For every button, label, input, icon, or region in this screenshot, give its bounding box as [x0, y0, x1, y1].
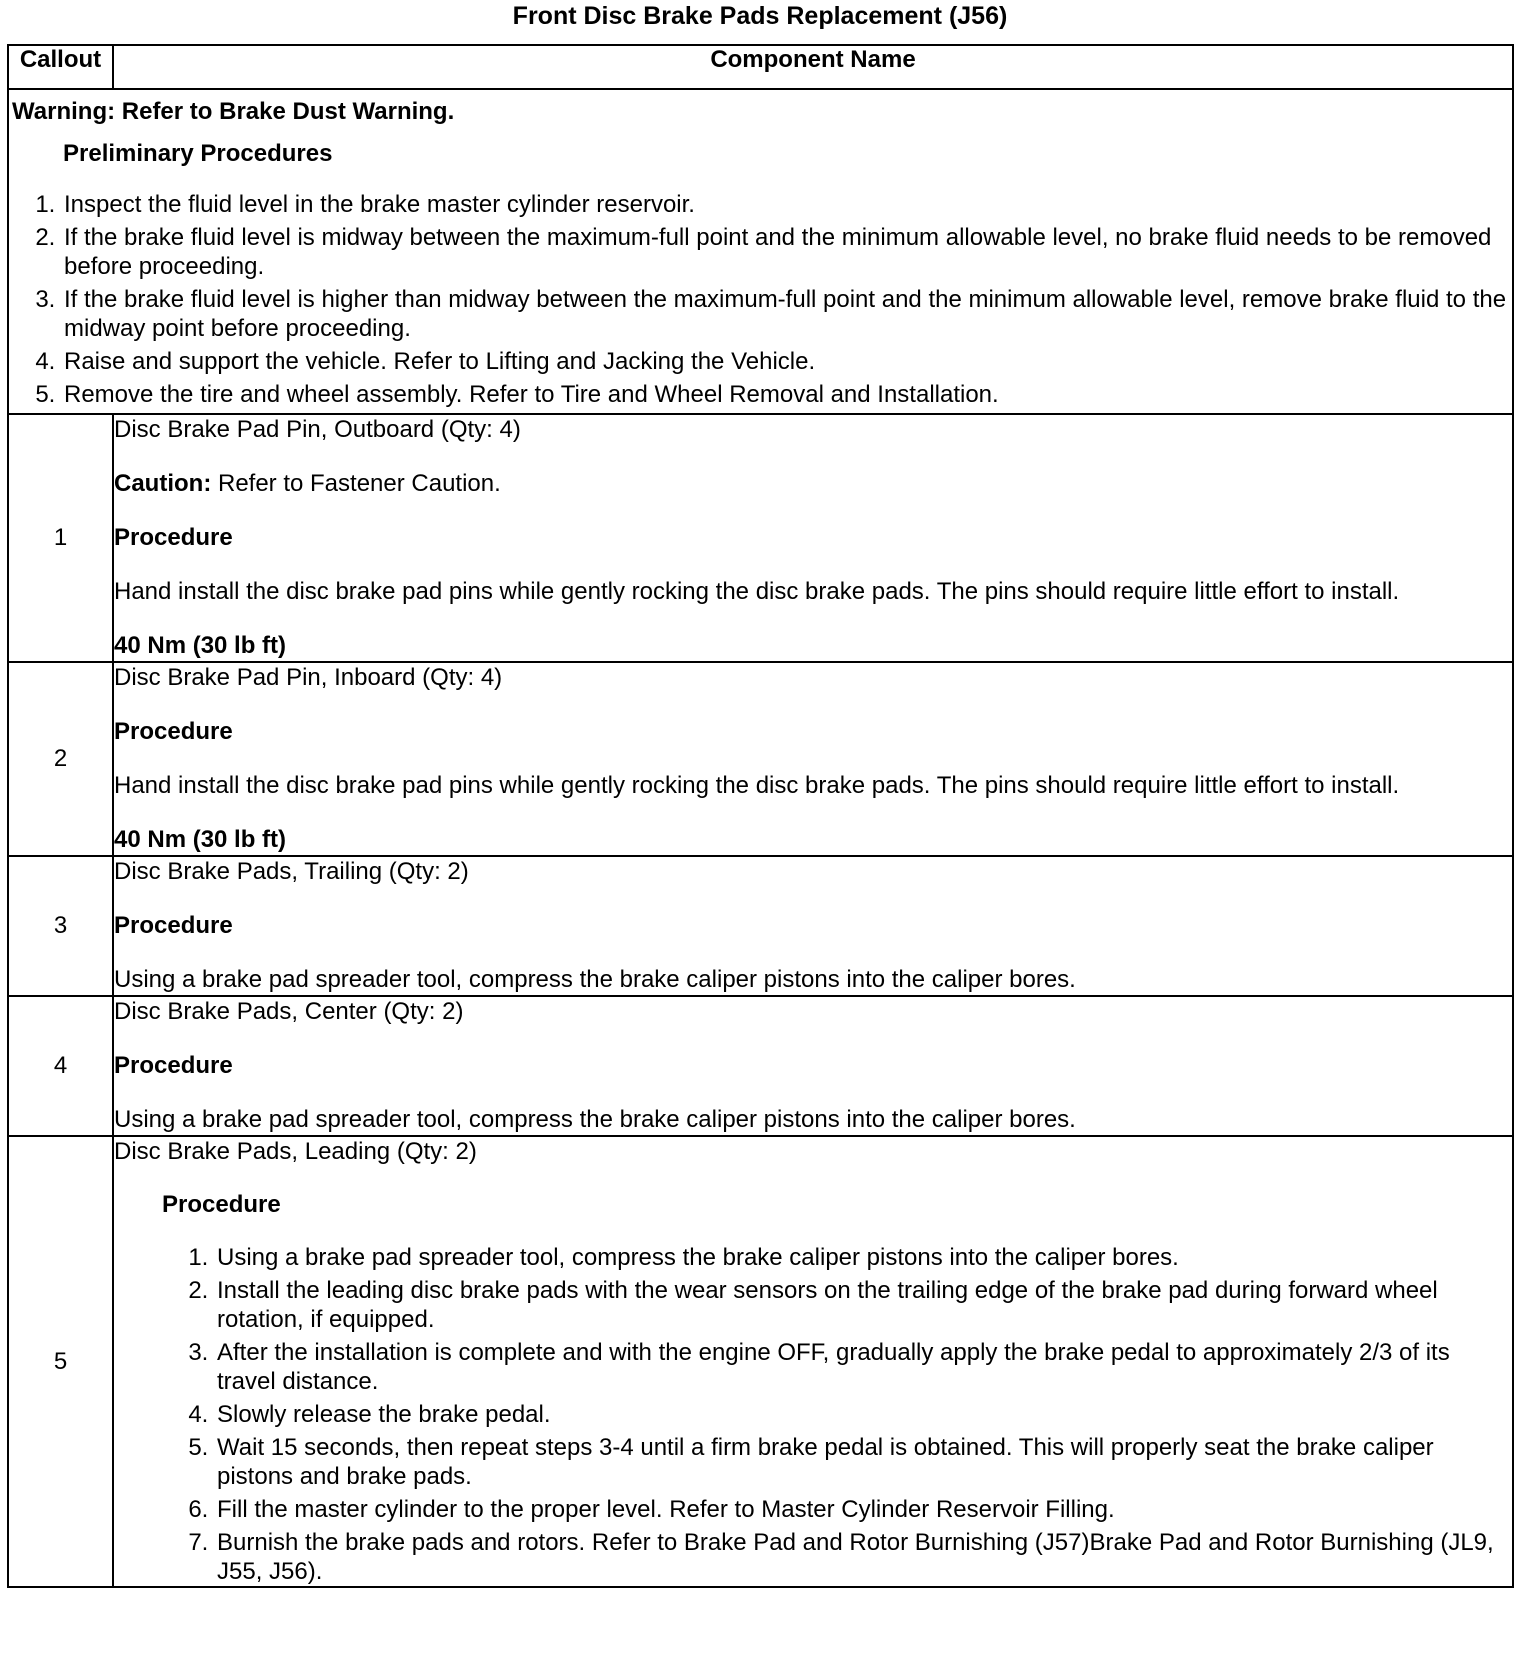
torque-spec: 40 Nm (30 lb ft): [114, 826, 287, 853]
list-item: 6. Fill the master cylinder to the proper level. Refer to Master Cylinder Reservoir Filling.: [215, 1495, 1512, 1524]
component-cell: [113, 414, 1513, 662]
procedure-text: Using a brake pad spreader tool, compress the brake caliper pistons into the caliper bores.: [114, 1106, 1076, 1133]
procedure-steps: [114, 1243, 1512, 1586]
procedure-label: Procedure: [114, 1052, 233, 1079]
component-name: Disc Brake Pads, Leading (Qty: 2): [114, 1138, 477, 1165]
page-title: Front Disc Brake Pads Replacement (J56): [512, 2, 1008, 30]
procedure-text: Hand install the disc brake pad pins while gently rocking the disc brake pads. The pins should require little effort to install.: [114, 578, 1400, 605]
callout-number: 2: [8, 662, 113, 856]
table-row: [8, 856, 1513, 996]
component-cell: [113, 856, 1513, 996]
list-item: 5. Wait 15 seconds, then repeat steps 3-4 until a firm brake pedal is obtained. This will properly seat the brake caliper pistons and brake pads.: [215, 1433, 1512, 1491]
callout-header: Callout: [8, 45, 113, 89]
list-item: 3. If the brake fluid level is higher than midway between the maximum-full point and the minimum allowable level, remove brake fluid to the midway point before proceeding.: [62, 285, 1512, 343]
list-item: 1. Using a brake pad spreader tool, compress the brake caliper pistons into the caliper bores.: [215, 1243, 1512, 1272]
procedure-label: Procedure: [114, 718, 233, 745]
list-item: 2. Install the leading disc brake pads with the wear sensors on the trailing edge of the brake pad during forward wheel rotation, if equipped.: [215, 1276, 1512, 1334]
procedure-table: [7, 44, 1514, 1588]
table-header-row: [8, 45, 1513, 89]
preliminary-steps: [9, 190, 1512, 409]
preliminary-row: [8, 89, 1513, 414]
table-row: [8, 1136, 1513, 1587]
procedure-label: Procedure: [162, 1191, 281, 1218]
procedure-text: Using a brake pad spreader tool, compress the brake caliper pistons into the caliper bores.: [114, 966, 1076, 993]
caution-label: Caution:: [114, 470, 212, 497]
preliminary-heading: Preliminary Procedures: [63, 140, 333, 167]
component-cell: [113, 662, 1513, 856]
table-row: [8, 996, 1513, 1136]
list-item: 7. Burnish the brake pads and rotors. Refer to Brake Pad and Rotor Burnishing (J57)Brake Pad and Rotor Burnishing (JL9, J55, J56).: [215, 1528, 1512, 1586]
list-item: 2. If the brake fluid level is midway between the maximum-full point and the minimum allowable level, no brake fluid needs to be removed before proceeding.: [62, 223, 1512, 281]
list-item: 4. Slowly release the brake pedal.: [215, 1400, 1512, 1429]
component-cell: [113, 1136, 1513, 1587]
component-name: Disc Brake Pads, Trailing (Qty: 2): [114, 858, 469, 885]
table-row: [8, 662, 1513, 856]
component-name: Disc Brake Pads, Center (Qty: 2): [114, 998, 464, 1025]
component-cell: [113, 996, 1513, 1136]
procedure-label: Procedure: [114, 912, 233, 939]
procedure-label: Procedure: [114, 524, 233, 551]
list-item: 5. Remove the tire and wheel assembly. Refer to Tire and Wheel Removal and Installation.: [62, 380, 1512, 409]
callout-number: 4: [8, 996, 113, 1136]
callout-number: 5: [8, 1136, 113, 1587]
component-name: Disc Brake Pad Pin, Outboard (Qty: 4): [114, 416, 521, 443]
caution-note: [114, 469, 1512, 499]
list-item: 4. Raise and support the vehicle. Refer to Lifting and Jacking the Vehicle.: [62, 347, 1512, 376]
callout-number: 1: [8, 414, 113, 662]
brake-dust-warning: Warning: Refer to Brake Dust Warning.: [12, 98, 455, 125]
table-row: [8, 414, 1513, 662]
component-name: Disc Brake Pad Pin, Inboard (Qty: 4): [114, 664, 503, 691]
callout-number: 3: [8, 856, 113, 996]
list-item: 1. Inspect the fluid level in the brake master cylinder reservoir.: [62, 190, 1512, 219]
component-header: Component Name: [113, 45, 1513, 89]
torque-spec: 40 Nm (30 lb ft): [114, 632, 287, 659]
preliminary-cell: [8, 89, 1513, 414]
list-item: 3. After the installation is complete and with the engine OFF, gradually apply the brake pedal to approximately 2/3 of its travel distance.: [215, 1338, 1512, 1396]
caution-text: Refer to Fastener Caution.: [211, 470, 501, 497]
procedure-text: Hand install the disc brake pad pins while gently rocking the disc brake pads. The pins should require little effort to install.: [114, 772, 1400, 799]
